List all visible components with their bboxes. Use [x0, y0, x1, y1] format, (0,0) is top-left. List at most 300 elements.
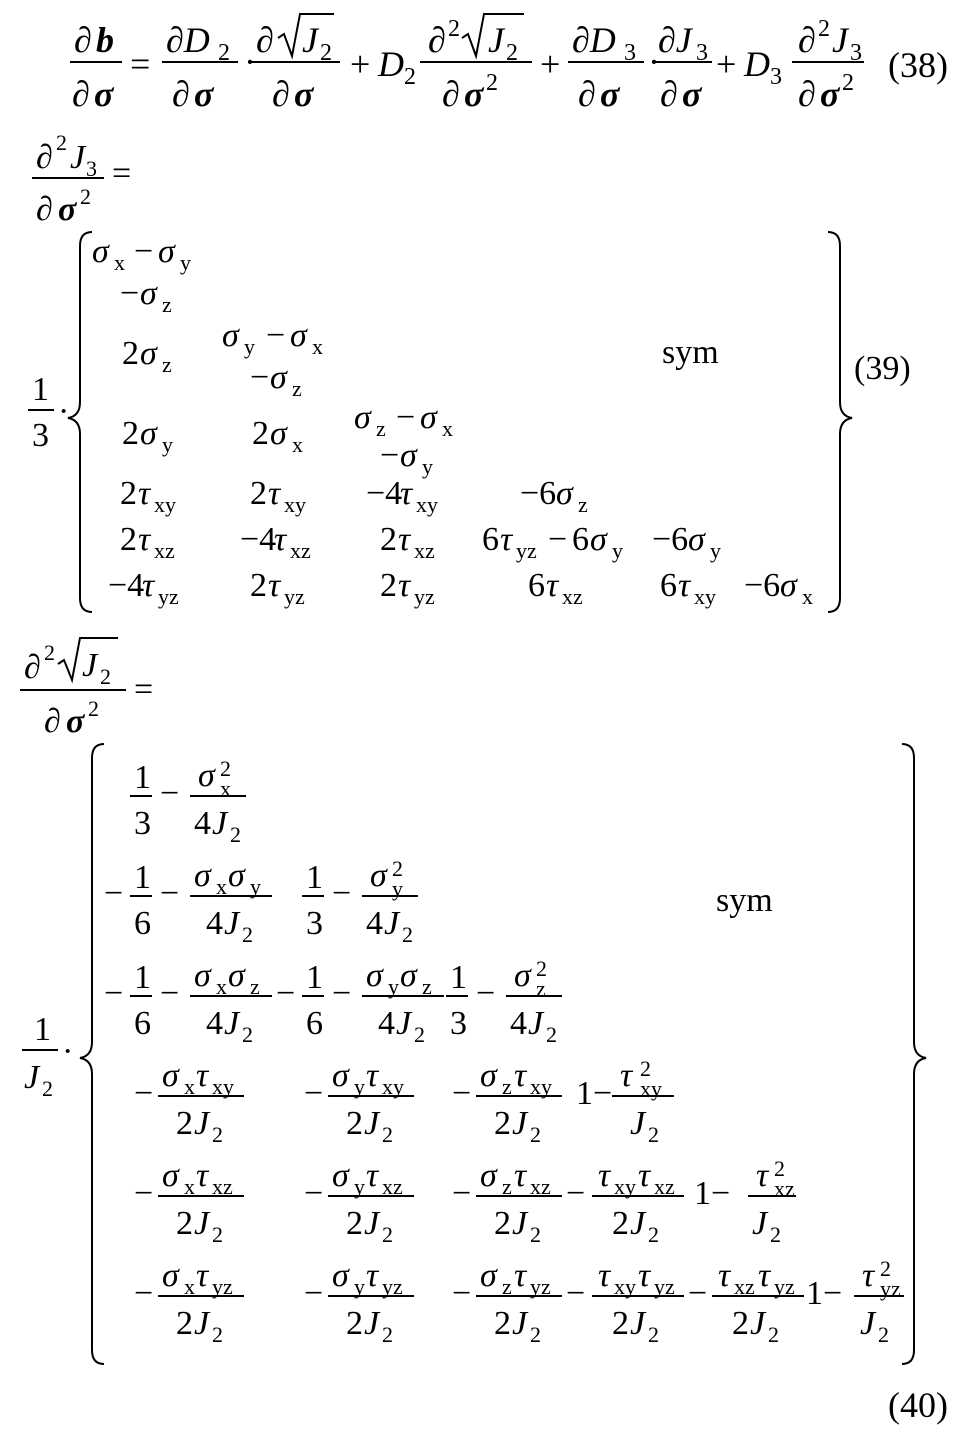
svg-text:z: z	[376, 416, 386, 441]
svg-text:z: z	[502, 1074, 512, 1099]
svg-text:y: y	[180, 250, 191, 275]
svg-text:−4: −4	[240, 521, 277, 558]
svg-text:J: J	[364, 1205, 380, 1242]
svg-text:xz: xz	[382, 1174, 403, 1199]
svg-text:b: b	[96, 20, 114, 60]
svg-text:xy: xy	[284, 492, 306, 517]
svg-text:xy: xy	[416, 492, 438, 517]
svg-text:J: J	[364, 1105, 380, 1142]
svg-text:τ: τ	[366, 1157, 379, 1194]
svg-text:J: J	[630, 1105, 646, 1142]
svg-text:xz: xz	[290, 538, 311, 563]
svg-text:σ: σ	[158, 233, 175, 270]
svg-text:xz: xz	[734, 1274, 755, 1299]
svg-text:−: −	[452, 1175, 472, 1212]
svg-text:τ: τ	[514, 1257, 527, 1294]
svg-text:J: J	[302, 20, 318, 60]
svg-text:1−: 1−	[694, 1175, 731, 1212]
svg-text:σ: σ	[228, 857, 245, 894]
svg-text:2: 2	[878, 1322, 889, 1347]
svg-text:y: y	[710, 538, 721, 563]
svg-text:2: 2	[448, 16, 460, 42]
svg-text:σ: σ	[688, 521, 705, 558]
svg-text:−: −	[250, 359, 270, 396]
svg-text:2: 2	[320, 40, 332, 66]
svg-text:−: −	[134, 233, 154, 270]
svg-text:2: 2	[212, 1122, 223, 1147]
svg-text:4: 4	[378, 1005, 395, 1042]
svg-text:2: 2	[230, 822, 241, 847]
svg-text:x: x	[292, 432, 303, 457]
svg-text:J: J	[832, 20, 848, 60]
svg-text:σ: σ	[820, 74, 840, 114]
svg-text:6: 6	[134, 905, 151, 942]
svg-text:3: 3	[850, 40, 862, 66]
svg-text:2: 2	[380, 567, 397, 604]
svg-text:J: J	[630, 1305, 646, 1342]
equation-number-38: (38)	[888, 45, 948, 85]
svg-text:2: 2	[242, 922, 253, 947]
svg-text:D: D	[378, 44, 404, 84]
svg-text:τ: τ	[500, 521, 513, 558]
svg-text:xy: xy	[694, 584, 716, 609]
svg-text:2: 2	[402, 922, 413, 947]
svg-text:xy: xy	[614, 1174, 636, 1199]
svg-text:2: 2	[842, 70, 854, 96]
svg-text:−: −	[452, 1275, 472, 1312]
svg-text:2: 2	[212, 1222, 223, 1247]
svg-text:2: 2	[346, 1105, 363, 1142]
svg-text:σ: σ	[332, 1057, 349, 1094]
svg-text:x: x	[220, 776, 231, 801]
svg-text:y: y	[612, 538, 623, 563]
svg-text:1: 1	[32, 371, 49, 408]
equation-40-graphic	[0, 630, 974, 1430]
svg-text:z: z	[502, 1274, 512, 1299]
svg-text:2: 2	[768, 1322, 779, 1347]
svg-text:xz: xz	[414, 538, 435, 563]
svg-text:6: 6	[660, 567, 677, 604]
svg-text:2: 2	[494, 1205, 511, 1242]
svg-text:J: J	[70, 139, 86, 176]
svg-text:σ: σ	[332, 1157, 349, 1194]
svg-text:2: 2	[486, 70, 498, 96]
svg-text:J: J	[384, 905, 400, 942]
svg-text:xz: xz	[562, 584, 583, 609]
svg-text:yz: yz	[530, 1274, 551, 1299]
svg-text:4: 4	[194, 805, 211, 842]
svg-text:J: J	[512, 1105, 528, 1142]
svg-text:2: 2	[382, 1222, 393, 1247]
svg-text:J: J	[488, 20, 504, 60]
svg-text:yz: yz	[654, 1274, 675, 1299]
svg-text:σ: σ	[194, 74, 214, 114]
svg-text:2: 2	[120, 475, 137, 512]
svg-text:σ: σ	[400, 437, 417, 474]
svg-text:xy: xy	[614, 1274, 636, 1299]
svg-text:2: 2	[648, 1222, 659, 1247]
svg-text:σ: σ	[270, 415, 287, 452]
svg-text:4: 4	[206, 905, 223, 942]
svg-text:2: 2	[44, 640, 55, 665]
svg-text:y: y	[244, 334, 255, 359]
svg-text:−: −	[566, 1175, 586, 1212]
svg-text:−: −	[566, 1275, 586, 1312]
svg-text:yz: yz	[880, 1276, 901, 1301]
svg-text:+: +	[716, 44, 737, 84]
svg-text:yz: yz	[774, 1274, 795, 1299]
svg-text:−: −	[476, 975, 496, 1012]
svg-text:·: ·	[648, 42, 660, 82]
svg-text:2: 2	[100, 664, 111, 689]
svg-text:J: J	[364, 1305, 380, 1342]
svg-text:−: −	[134, 1175, 154, 1212]
svg-text:6: 6	[306, 1005, 323, 1042]
svg-text:σ: σ	[228, 957, 245, 994]
svg-text:2: 2	[506, 40, 518, 66]
svg-text:2: 2	[250, 567, 267, 604]
svg-text:∂J: ∂J	[658, 20, 692, 60]
svg-text:x: x	[184, 1074, 195, 1099]
svg-text:1: 1	[134, 959, 151, 996]
svg-text:σ: σ	[354, 399, 371, 436]
svg-text:6: 6	[528, 567, 545, 604]
svg-text:x: x	[216, 874, 227, 899]
svg-text:2: 2	[494, 1305, 511, 1342]
svg-text:yz: yz	[158, 584, 179, 609]
svg-text:2: 2	[546, 1022, 557, 1047]
svg-text:4: 4	[206, 1005, 223, 1042]
svg-text:σ: σ	[514, 957, 531, 994]
svg-text:1: 1	[34, 1011, 51, 1048]
svg-text:σ: σ	[294, 74, 314, 114]
svg-text:6: 6	[482, 521, 499, 558]
svg-text:−: −	[452, 1075, 472, 1112]
svg-text:z: z	[250, 974, 260, 999]
svg-text:3: 3	[86, 156, 97, 181]
svg-text:σ: σ	[420, 399, 437, 436]
svg-text:2: 2	[218, 40, 230, 66]
svg-text:σ: σ	[194, 957, 211, 994]
svg-text:τ: τ	[758, 1257, 771, 1294]
svg-text:xz: xz	[154, 538, 175, 563]
svg-text:τ: τ	[398, 521, 411, 558]
svg-text:xy: xy	[640, 1076, 662, 1101]
svg-text:−4: −4	[366, 475, 403, 512]
svg-text:σ: σ	[194, 857, 211, 894]
svg-text:τ: τ	[196, 1057, 209, 1094]
svg-text:·: ·	[244, 42, 256, 82]
svg-text:τ: τ	[514, 1057, 527, 1094]
svg-text:J: J	[212, 805, 228, 842]
svg-text:τ: τ	[400, 475, 413, 512]
svg-text:J: J	[194, 1305, 210, 1342]
svg-text:x: x	[312, 334, 323, 359]
svg-text:τ: τ	[620, 1057, 633, 1094]
svg-text:−: −	[548, 521, 568, 558]
svg-text:−: −	[160, 975, 180, 1012]
svg-text:J: J	[224, 1005, 240, 1042]
svg-text:4: 4	[366, 905, 383, 942]
svg-text:σ: σ	[198, 757, 215, 794]
svg-text:−: −	[134, 1075, 154, 1112]
svg-text:z: z	[536, 976, 546, 1001]
svg-text:−4: −4	[108, 567, 145, 604]
svg-text:∂: ∂	[36, 139, 53, 176]
svg-text:2: 2	[530, 1322, 541, 1347]
svg-text:τ: τ	[678, 567, 691, 604]
svg-text:yz: yz	[382, 1274, 403, 1299]
svg-text:∂: ∂	[24, 649, 41, 686]
svg-text:−6: −6	[744, 567, 781, 604]
svg-text:2: 2	[122, 415, 139, 452]
svg-text:3: 3	[624, 40, 636, 66]
svg-text:y: y	[354, 1274, 365, 1299]
svg-text:τ: τ	[274, 521, 287, 558]
svg-text:∂: ∂	[172, 74, 190, 114]
svg-text:∂: ∂	[660, 74, 678, 114]
svg-text:=: =	[130, 44, 151, 84]
svg-text:J: J	[224, 905, 240, 942]
svg-text:σ: σ	[162, 1057, 179, 1094]
svg-text:x: x	[184, 1174, 195, 1199]
svg-text:xy: xy	[530, 1074, 552, 1099]
svg-text:−: −	[380, 437, 400, 474]
svg-text:2: 2	[612, 1205, 629, 1242]
svg-text:y: y	[388, 974, 399, 999]
svg-text:2: 2	[382, 1322, 393, 1347]
svg-text:J: J	[860, 1305, 876, 1342]
svg-text:y: y	[250, 874, 261, 899]
svg-text:σ: σ	[590, 521, 607, 558]
svg-text:τ: τ	[862, 1257, 875, 1294]
svg-text:6: 6	[572, 521, 589, 558]
svg-text:σ: σ	[66, 703, 85, 740]
svg-text:2: 2	[818, 16, 830, 42]
svg-text:2: 2	[392, 856, 403, 881]
svg-text:xy: xy	[212, 1074, 234, 1099]
svg-text:yz: yz	[516, 538, 537, 563]
svg-text:=: =	[134, 671, 154, 708]
svg-text:2: 2	[252, 415, 269, 452]
svg-text:τ: τ	[756, 1157, 769, 1194]
svg-text:y: y	[392, 876, 403, 901]
svg-text:σ: σ	[480, 1057, 497, 1094]
svg-text:2: 2	[612, 1305, 629, 1342]
svg-text:3: 3	[770, 64, 782, 90]
svg-text:σ: σ	[366, 957, 383, 994]
svg-text:σ: σ	[370, 857, 387, 894]
equation-number-40: (40)	[888, 1385, 948, 1425]
svg-text:σ: σ	[92, 233, 109, 270]
svg-text:1: 1	[450, 959, 467, 996]
svg-text:x: x	[114, 250, 125, 275]
svg-text:−: −	[332, 975, 352, 1012]
svg-text:−: −	[396, 399, 416, 436]
svg-text:3: 3	[696, 40, 708, 66]
svg-text:∂D: ∂D	[572, 20, 616, 60]
svg-text:xz: xz	[530, 1174, 551, 1199]
svg-text:3: 3	[134, 805, 151, 842]
svg-text:2: 2	[648, 1122, 659, 1147]
svg-text:∂: ∂	[798, 74, 816, 114]
svg-text:4: 4	[510, 1005, 527, 1042]
svg-text:z: z	[292, 376, 302, 401]
svg-text:τ: τ	[268, 475, 281, 512]
svg-text:2: 2	[770, 1222, 781, 1247]
svg-text:−: −	[266, 317, 286, 354]
svg-text:−: −	[160, 875, 180, 912]
svg-text:τ: τ	[514, 1157, 527, 1194]
svg-text:x: x	[802, 584, 813, 609]
svg-text:2: 2	[122, 335, 139, 372]
svg-text:∂: ∂	[44, 703, 61, 740]
svg-text:2: 2	[250, 475, 267, 512]
svg-text:σ: σ	[94, 74, 114, 114]
svg-text:−: −	[104, 875, 124, 912]
svg-text:−: −	[332, 875, 352, 912]
svg-text:z: z	[578, 492, 588, 517]
svg-text:σ: σ	[270, 359, 287, 396]
svg-text:yz: yz	[284, 584, 305, 609]
svg-text:−: −	[134, 1275, 154, 1312]
svg-text:+: +	[540, 44, 561, 84]
svg-text:τ: τ	[142, 567, 155, 604]
equation-number-39: (39)	[854, 350, 911, 387]
svg-text:σ: σ	[222, 317, 239, 354]
svg-text:x: x	[442, 416, 453, 441]
svg-text:−6: −6	[652, 521, 689, 558]
svg-text:2: 2	[380, 521, 397, 558]
svg-text:σ: σ	[682, 74, 702, 114]
svg-text:1: 1	[134, 859, 151, 896]
svg-text:1: 1	[306, 859, 323, 896]
svg-text:∂D: ∂D	[166, 20, 210, 60]
svg-text:−: −	[160, 775, 180, 812]
svg-text:∂: ∂	[256, 20, 274, 60]
svg-text:xz: xz	[774, 1176, 795, 1201]
svg-text:2: 2	[176, 1205, 193, 1242]
svg-text:2: 2	[414, 1022, 425, 1047]
svg-text:∂: ∂	[428, 20, 446, 60]
svg-text:∂: ∂	[272, 74, 290, 114]
svg-text:3: 3	[306, 905, 323, 942]
svg-text:z: z	[162, 352, 172, 377]
svg-text:σ: σ	[140, 415, 157, 452]
svg-text:2: 2	[774, 1156, 785, 1181]
svg-text:σ: σ	[332, 1257, 349, 1294]
svg-text:D: D	[744, 44, 770, 84]
svg-text:·: ·	[62, 1033, 74, 1070]
svg-text:−: −	[276, 975, 296, 1012]
svg-text:2: 2	[530, 1222, 541, 1247]
svg-text:2: 2	[176, 1105, 193, 1142]
svg-text:J: J	[752, 1205, 768, 1242]
svg-text:2: 2	[42, 1076, 53, 1101]
svg-text:2: 2	[382, 1122, 393, 1147]
svg-text:−6: −6	[520, 475, 557, 512]
svg-text:σ: σ	[480, 1157, 497, 1194]
svg-text:σ: σ	[556, 475, 573, 512]
svg-text:J: J	[630, 1205, 646, 1242]
svg-text:z: z	[502, 1174, 512, 1199]
svg-text:J: J	[396, 1005, 412, 1042]
svg-text:σ: σ	[58, 191, 77, 228]
svg-text:2: 2	[732, 1305, 749, 1342]
svg-text:x: x	[184, 1274, 195, 1299]
svg-text:∂: ∂	[798, 20, 816, 60]
svg-text:1−: 1−	[806, 1275, 843, 1312]
svg-text:y: y	[354, 1074, 365, 1099]
svg-text:J: J	[194, 1205, 210, 1242]
svg-text:yz: yz	[212, 1274, 233, 1299]
svg-text:σ: σ	[780, 567, 797, 604]
svg-text:J: J	[24, 1059, 40, 1096]
sym-label-40: sym	[716, 882, 773, 919]
svg-text:τ: τ	[638, 1257, 651, 1294]
svg-text:∂: ∂	[74, 20, 92, 60]
svg-text:3: 3	[450, 1005, 467, 1042]
svg-text:2: 2	[242, 1022, 253, 1047]
svg-text:σ: σ	[162, 1257, 179, 1294]
svg-text:xz: xz	[212, 1174, 233, 1199]
equation-38-graphic	[0, 0, 974, 120]
svg-text:yz: yz	[414, 584, 435, 609]
svg-text:σ: σ	[290, 317, 307, 354]
svg-text:τ: τ	[398, 567, 411, 604]
svg-text:σ: σ	[400, 957, 417, 994]
svg-text:τ: τ	[598, 1257, 611, 1294]
svg-text:τ: τ	[138, 475, 151, 512]
svg-text:J: J	[750, 1305, 766, 1342]
svg-text:−: −	[104, 975, 124, 1012]
svg-text:2: 2	[346, 1205, 363, 1242]
svg-text:2: 2	[404, 64, 416, 90]
svg-text:−: −	[304, 1175, 324, 1212]
svg-text:2: 2	[88, 696, 99, 721]
svg-text:2: 2	[80, 184, 91, 209]
svg-text:τ: τ	[638, 1157, 651, 1194]
svg-text:σ: σ	[480, 1257, 497, 1294]
svg-text:τ: τ	[598, 1157, 611, 1194]
svg-text:xy: xy	[382, 1074, 404, 1099]
svg-text:y: y	[422, 454, 433, 479]
svg-text:σ: σ	[162, 1157, 179, 1194]
svg-text:2: 2	[494, 1105, 511, 1142]
svg-text:∂: ∂	[578, 74, 596, 114]
svg-text:τ: τ	[366, 1257, 379, 1294]
svg-text:σ: σ	[140, 335, 157, 372]
svg-text:2: 2	[56, 130, 67, 155]
svg-text:2: 2	[640, 1056, 651, 1081]
svg-text:∂: ∂	[72, 74, 90, 114]
svg-text:1−: 1−	[576, 1075, 613, 1112]
svg-text:y: y	[354, 1174, 365, 1199]
svg-text:+: +	[350, 44, 371, 84]
svg-text:2: 2	[120, 521, 137, 558]
svg-text:τ: τ	[718, 1257, 731, 1294]
svg-text:z: z	[162, 292, 172, 317]
svg-text:−: −	[120, 275, 140, 312]
svg-text:τ: τ	[196, 1157, 209, 1194]
svg-text:∂: ∂	[442, 74, 460, 114]
svg-text:J: J	[512, 1305, 528, 1342]
svg-text:J: J	[194, 1105, 210, 1142]
svg-text:J: J	[512, 1205, 528, 1242]
svg-text:τ: τ	[138, 521, 151, 558]
svg-text:2: 2	[220, 756, 231, 781]
svg-text:1: 1	[306, 959, 323, 996]
